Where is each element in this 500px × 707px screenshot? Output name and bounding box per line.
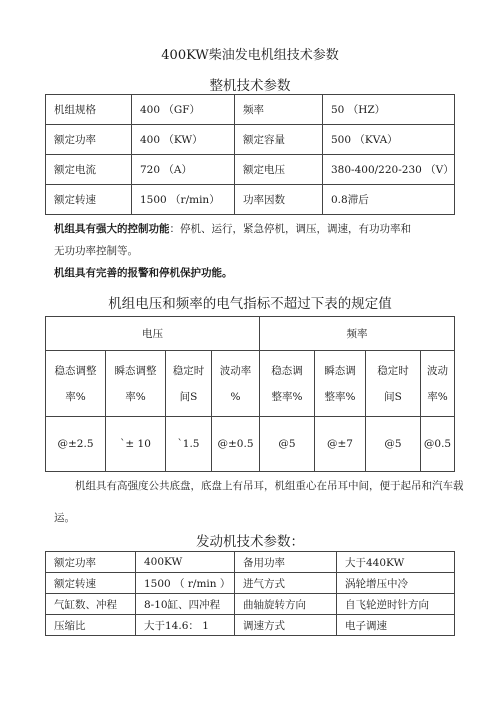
table-cell: 额定电压 bbox=[235, 155, 323, 185]
table-cell: 频率 bbox=[235, 95, 323, 125]
group-header-voltage: 电压 bbox=[46, 317, 260, 351]
table-cell: 自飞轮逆时针方向 bbox=[337, 594, 455, 615]
sub-header-line: 波动 bbox=[427, 364, 448, 377]
notes-line-2: 无功功率控制等。 bbox=[54, 245, 138, 257]
sub-header-line: 率% bbox=[427, 390, 448, 403]
table-cell: 气缸数、冲程 bbox=[46, 594, 136, 615]
sub-header-line: 间S bbox=[179, 390, 198, 403]
section-heading-machine-params: 整机技术参数 bbox=[209, 78, 291, 94]
table-cell: @±0.5 bbox=[212, 417, 260, 472]
notes-line-3: 机组具有完善的报警和停机保护功能。 bbox=[54, 267, 233, 279]
table-row bbox=[46, 351, 455, 417]
table-cell: @5 bbox=[366, 417, 421, 472]
table-cell: @0.5 bbox=[421, 417, 455, 472]
table-cell: 0.8滞后 bbox=[323, 185, 455, 215]
engine-params-table bbox=[45, 551, 455, 636]
table-cell: 大于14.6： 1 bbox=[136, 615, 235, 636]
table-row bbox=[46, 417, 455, 472]
sub-header bbox=[421, 351, 455, 417]
sub-header bbox=[212, 351, 260, 417]
sub-header-line: 率% bbox=[65, 390, 86, 403]
machine-params-table bbox=[45, 94, 455, 215]
table-cell: @±7 bbox=[315, 417, 366, 472]
table-cell: @5 bbox=[260, 417, 315, 472]
table-cell: 备用功率 bbox=[235, 552, 337, 573]
table-row bbox=[46, 573, 455, 594]
table-cell: 500 （KVA） bbox=[323, 125, 455, 155]
table-cell: 400KW bbox=[136, 552, 235, 573]
table-row bbox=[46, 155, 455, 185]
table-cell: 功率因数 bbox=[235, 185, 323, 215]
sub-header-line: 间S bbox=[384, 390, 402, 403]
notes-line-1-lead: 机组具有强大的控制功能 bbox=[54, 223, 170, 235]
table-cell: 额定电流 bbox=[46, 155, 132, 185]
table-cell: 8-10缸、四冲程 bbox=[136, 594, 235, 615]
table-row bbox=[46, 615, 455, 636]
sub-header bbox=[315, 351, 366, 417]
sub-header bbox=[166, 351, 212, 417]
table-cell: `1.5 bbox=[166, 417, 212, 472]
sub-header-line: 波动率 bbox=[219, 364, 252, 377]
sub-header-line: 稳态调 bbox=[271, 364, 303, 377]
notes-line-1 bbox=[54, 219, 411, 239]
notes-line-1-rest: ：停机、运行，紧急停机，调压，调速，有功功率和 bbox=[169, 223, 411, 235]
table-cell: 涡轮增压中冷 bbox=[337, 573, 455, 594]
table-row bbox=[46, 594, 455, 615]
sub-header-line: 整率% bbox=[271, 390, 303, 403]
table-cell: 电子调速 bbox=[337, 615, 455, 636]
table-cell: 380-400/220-230 （V） bbox=[323, 155, 455, 185]
table-cell: 机组规格 bbox=[46, 95, 132, 125]
table-cell: 720 （A） bbox=[132, 155, 235, 185]
table-cell: 400 （KW） bbox=[132, 125, 235, 155]
table-row bbox=[46, 552, 455, 573]
table-cell: 额定功率 bbox=[46, 552, 136, 573]
table-row bbox=[46, 95, 455, 125]
sub-header bbox=[260, 351, 315, 417]
table-cell: 调速方式 bbox=[235, 615, 337, 636]
sub-header-line: 率% bbox=[125, 390, 146, 403]
table-cell: 额定转速 bbox=[46, 185, 132, 215]
table-cell: 进气方式 bbox=[235, 573, 337, 594]
electrical-limits-table bbox=[45, 316, 455, 472]
table-cell: 1500 （r/min） bbox=[132, 185, 235, 215]
sub-header bbox=[366, 351, 421, 417]
sub-header-line: % bbox=[230, 390, 241, 403]
section-heading-electrical-limits: 机组电压和频率的电气指标不超过下表的规定值 bbox=[108, 296, 392, 312]
sub-header-line: 整率% bbox=[324, 390, 356, 403]
table-row bbox=[46, 125, 455, 155]
section-heading-engine-params: 发动机技术参数： bbox=[196, 534, 304, 550]
table-cell: 额定容量 bbox=[235, 125, 323, 155]
table-row bbox=[46, 317, 455, 351]
table-cell: 大于440KW bbox=[337, 552, 455, 573]
group-header-frequency: 频率 bbox=[260, 317, 455, 351]
table-cell: `± 10 bbox=[106, 417, 166, 472]
sub-header bbox=[46, 351, 106, 417]
table-cell: 压缩比 bbox=[46, 615, 136, 636]
sub-header-line: 稳定时 bbox=[377, 364, 409, 377]
table-cell: @±2.5 bbox=[46, 417, 106, 472]
chassis-paragraph: 机组具有高强度公共底盘，底盘上有吊耳，机组重心在吊耳中间，便于起吊和汽车载运。 bbox=[54, 480, 464, 524]
table-cell: 1500 （ r/min ） bbox=[136, 573, 235, 594]
table-row bbox=[46, 185, 455, 215]
table-cell: 50 （HZ） bbox=[323, 95, 455, 125]
sub-header-line: 稳态调整 bbox=[54, 364, 97, 377]
sub-header-line: 瞬态调 bbox=[324, 364, 356, 377]
table-cell: 曲轴旋转方向 bbox=[235, 594, 337, 615]
sub-header-line: 稳定时 bbox=[172, 364, 205, 377]
table-cell: 额定功率 bbox=[46, 125, 132, 155]
sub-header bbox=[106, 351, 166, 417]
table-cell: 400 （GF） bbox=[132, 95, 235, 125]
table-cell: 额定转速 bbox=[46, 573, 136, 594]
document-title: 400KW柴油发电机组技术参数 bbox=[161, 48, 339, 63]
sub-header-line: 瞬态调整 bbox=[114, 364, 157, 377]
